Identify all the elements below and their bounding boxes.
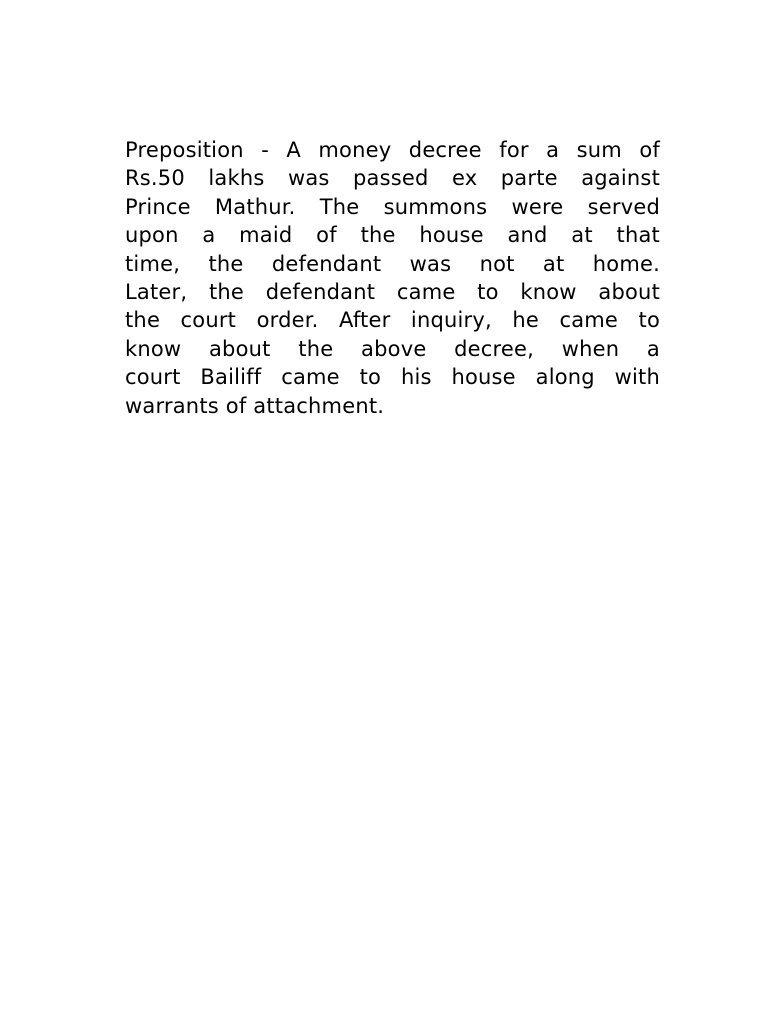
text-line: know about the above decree, when a: [125, 336, 660, 361]
text-line: upon a maid of the house and at that: [125, 223, 660, 248]
text-line: the court order. After inquiry, he came to: [125, 308, 660, 333]
text-line: Preposition - A money decree for a sum of: [125, 138, 660, 162]
text-line: time, the defendant was not at home.: [125, 251, 660, 276]
text-line: warrants of attachment.: [125, 393, 385, 418]
text-line: court Bailiff came to his house along with: [125, 365, 660, 390]
body-paragraph: [125, 136, 660, 420]
text-line: Prince Mathur. The summons were served: [125, 194, 660, 219]
text-line: Rs.50 lakhs was passed ex parte against: [125, 166, 660, 191]
text-line: Later, the defendant came to know about: [125, 280, 660, 305]
